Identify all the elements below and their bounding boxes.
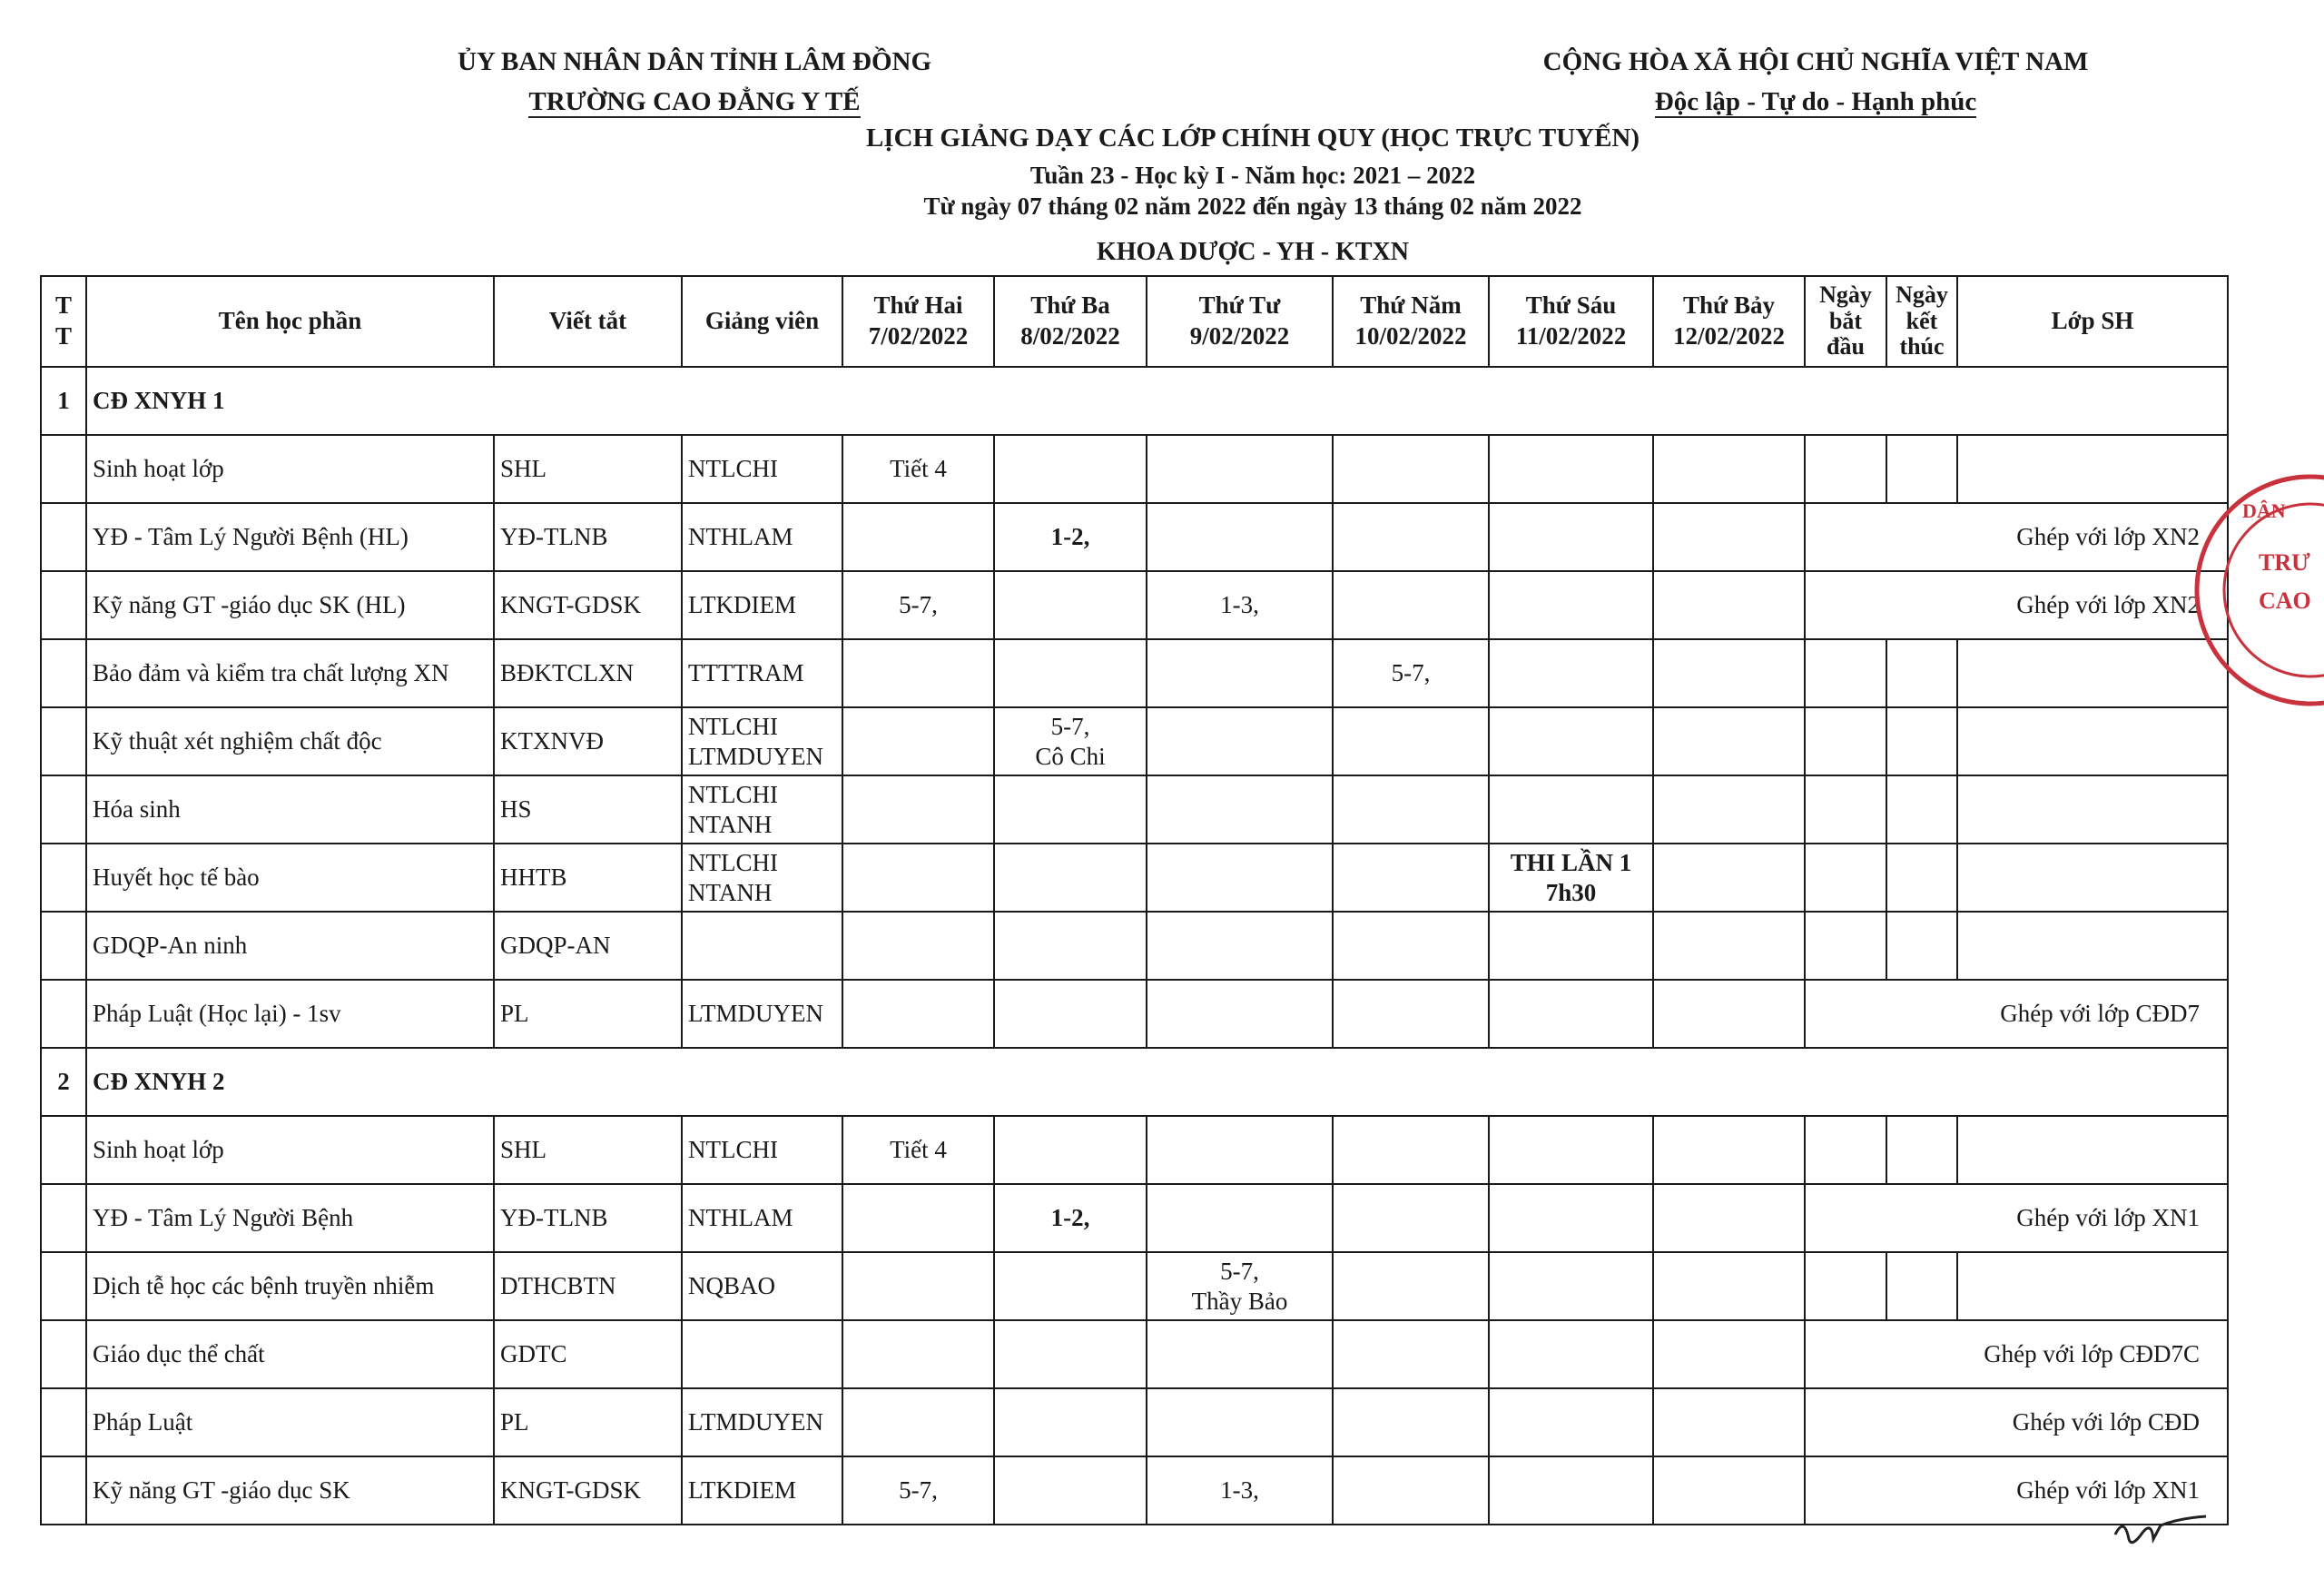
tuesday-cell — [994, 435, 1147, 503]
subject-cell: YĐ - Tâm Lý Người Bệnh (HL) — [86, 503, 494, 571]
row-number — [41, 639, 86, 707]
abbr-cell: KNGT-GDSK — [494, 1456, 682, 1525]
saturday-cell — [1653, 1252, 1805, 1320]
subject-cell: Huyết học tế bào — [86, 844, 494, 912]
tuesday-cell — [994, 1388, 1147, 1456]
start-date-cell — [1805, 775, 1886, 844]
wednesday-cell — [1147, 435, 1333, 503]
monday-cell — [842, 1388, 994, 1456]
class-cell — [1957, 1252, 2228, 1320]
class-cell — [1957, 844, 2228, 912]
row-number — [41, 503, 86, 571]
table-row — [41, 1320, 2228, 1388]
abbr-cell: PL — [494, 1388, 682, 1456]
abbr-cell: KTXNVĐ — [494, 707, 682, 775]
header-end-date: Ngày kết thúc — [1886, 276, 1957, 367]
group-number: 1 — [41, 367, 86, 435]
subject-cell: Kỹ năng GT -giáo dục SK (HL) — [86, 571, 494, 639]
friday-cell — [1489, 775, 1653, 844]
header-row — [41, 276, 2228, 367]
wednesday-cell: 1-3, — [1147, 571, 1333, 639]
row-number — [41, 844, 86, 912]
class-cell — [1957, 775, 2228, 844]
friday-cell — [1489, 435, 1653, 503]
saturday-cell — [1653, 571, 1805, 639]
monday-cell — [842, 912, 994, 980]
start-date-cell — [1805, 1116, 1886, 1184]
saturday-cell — [1653, 707, 1805, 775]
class-note-cell: Ghép với lớp CĐD7C — [1805, 1320, 2228, 1388]
table-row — [41, 980, 2228, 1048]
saturday-cell — [1653, 1320, 1805, 1388]
wednesday-cell: 5-7, Thầy Bảo — [1147, 1252, 1333, 1320]
abbr-cell: HHTB — [494, 844, 682, 912]
abbr-cell: YĐ-TLNB — [494, 503, 682, 571]
row-number — [41, 1320, 86, 1388]
schedule-body — [41, 367, 2228, 1525]
table-row — [41, 1252, 2228, 1320]
lecturer-cell: TTTTRAM — [682, 639, 842, 707]
wednesday-cell — [1147, 775, 1333, 844]
wednesday-cell — [1147, 1320, 1333, 1388]
subject-cell: Giáo dục thể chất — [86, 1320, 494, 1388]
group-name: CĐ XNYH 2 — [86, 1048, 2228, 1116]
lecturer-cell: LTKDIEM — [682, 1456, 842, 1525]
row-number — [41, 980, 86, 1048]
tuesday-cell — [994, 1116, 1147, 1184]
friday-cell — [1489, 707, 1653, 775]
lecturer-cell: LTKDIEM — [682, 571, 842, 639]
class-note-cell: Ghép với lớp CĐD7 — [1805, 980, 2228, 1048]
national-motto-text: Độc lập - Tự do - Hạnh phúc — [1654, 87, 1977, 116]
abbr-cell: YĐ-TLNB — [494, 1184, 682, 1252]
document-subtitle-week: Tuần 23 - Học kỳ I - Năm học: 2021 – 2022 — [1029, 162, 1476, 189]
abbr-cell: GDTC — [494, 1320, 682, 1388]
lecturer-cell: NTLCHI NTANH — [682, 844, 842, 912]
lecturer-cell: LTMDUYEN — [682, 980, 842, 1048]
tuesday-cell — [994, 639, 1147, 707]
tuesday-cell — [994, 912, 1147, 980]
saturday-cell — [1653, 1456, 1805, 1525]
header-class: Lớp SH — [1957, 276, 2228, 367]
start-date-cell — [1805, 844, 1886, 912]
table-row — [41, 571, 2228, 639]
class-note-cell: Ghép với lớp XN1 — [1805, 1184, 2228, 1252]
svg-text:CAO: CAO — [2259, 587, 2311, 614]
table-row — [41, 912, 2228, 980]
saturday-cell — [1653, 844, 1805, 912]
wednesday-cell — [1147, 912, 1333, 980]
subject-cell: Sinh hoạt lớp — [86, 1116, 494, 1184]
thursday-cell — [1333, 1388, 1489, 1456]
monday-cell: 5-7, — [842, 1456, 994, 1525]
header-tuesday: Thứ Ba 8/02/2022 — [994, 276, 1147, 367]
friday-cell — [1489, 503, 1653, 571]
saturday-cell — [1653, 639, 1805, 707]
start-date-cell — [1805, 639, 1886, 707]
row-number — [41, 1184, 86, 1252]
header-start-date: Ngày bắt đầu — [1805, 276, 1886, 367]
friday-cell — [1489, 1184, 1653, 1252]
saturday-cell — [1653, 1116, 1805, 1184]
saturday-cell — [1653, 1184, 1805, 1252]
wednesday-cell: 1-3, — [1147, 1456, 1333, 1525]
row-number — [41, 435, 86, 503]
table-row — [41, 503, 2228, 571]
saturday-cell — [1653, 435, 1805, 503]
lecturer-cell — [682, 912, 842, 980]
end-date-cell — [1886, 912, 1957, 980]
end-date-cell — [1886, 844, 1957, 912]
group-name: CĐ XNYH 1 — [86, 367, 2228, 435]
header-tt: T T — [41, 276, 86, 367]
subject-cell: Bảo đảm và kiểm tra chất lượng XN — [86, 639, 494, 707]
monday-cell — [842, 707, 994, 775]
wednesday-cell — [1147, 1184, 1333, 1252]
header-saturday: Thứ Bảy 12/02/2022 — [1653, 276, 1805, 367]
thursday-cell: 5-7, — [1333, 639, 1489, 707]
abbr-cell: PL — [494, 980, 682, 1048]
issuer-line1: ỦY BAN NHÂN DÂN TỈNH LÂM ĐỒNG — [457, 47, 931, 76]
start-date-cell — [1805, 435, 1886, 503]
tuesday-cell — [994, 775, 1147, 844]
table-row — [41, 435, 2228, 503]
group-number: 2 — [41, 1048, 86, 1116]
friday-cell — [1489, 639, 1653, 707]
header-friday: Thứ Sáu 11/02/2022 — [1489, 276, 1653, 367]
end-date-cell — [1886, 1252, 1957, 1320]
monday-cell: Tiết 4 — [842, 435, 994, 503]
abbr-cell: SHL — [494, 435, 682, 503]
monday-cell — [842, 775, 994, 844]
class-cell — [1957, 1116, 2228, 1184]
group-row — [41, 1048, 2228, 1116]
end-date-cell — [1886, 707, 1957, 775]
thursday-cell — [1333, 1252, 1489, 1320]
tuesday-cell — [994, 1252, 1147, 1320]
thursday-cell — [1333, 844, 1489, 912]
wednesday-cell — [1147, 639, 1333, 707]
start-date-cell — [1805, 1252, 1886, 1320]
friday-cell — [1489, 1252, 1653, 1320]
table-row — [41, 639, 2228, 707]
friday-cell: THI LẦN 1 7h30 — [1489, 844, 1653, 912]
official-stamp-icon — [2152, 463, 2324, 717]
row-number — [41, 1388, 86, 1456]
abbr-cell: DTHCBTN — [494, 1252, 682, 1320]
lecturer-cell: NTLCHI NTANH — [682, 775, 842, 844]
header-thursday: Thứ Năm 10/02/2022 — [1333, 276, 1489, 367]
subject-cell: Kỹ năng GT -giáo dục SK — [86, 1456, 494, 1525]
thursday-cell — [1333, 912, 1489, 980]
monday-cell — [842, 1320, 994, 1388]
tuesday-cell — [994, 844, 1147, 912]
friday-cell — [1489, 1116, 1653, 1184]
table-row — [41, 1456, 2228, 1525]
friday-cell — [1489, 912, 1653, 980]
abbr-cell: SHL — [494, 1116, 682, 1184]
abbr-cell: GDQP-AN — [494, 912, 682, 980]
table-row — [41, 1184, 2228, 1252]
wednesday-cell — [1147, 503, 1333, 571]
national-title: CỘNG HÒA XÃ HỘI CHỦ NGHĨA VIỆT NAM — [1542, 47, 2089, 76]
thursday-cell — [1333, 1184, 1489, 1252]
monday-cell: 5-7, — [842, 571, 994, 639]
class-cell — [1957, 707, 2228, 775]
saturday-cell — [1653, 503, 1805, 571]
end-date-cell — [1886, 639, 1957, 707]
wednesday-cell — [1147, 1116, 1333, 1184]
tuesday-cell — [994, 571, 1147, 639]
tuesday-cell — [994, 980, 1147, 1048]
monday-cell — [842, 639, 994, 707]
class-cell — [1957, 912, 2228, 980]
friday-cell — [1489, 1456, 1653, 1525]
header-wednesday: Thứ Tư 9/02/2022 — [1147, 276, 1333, 367]
issuer-school: TRƯỜNG CAO ĐẲNG Y TẾ — [528, 87, 861, 116]
wednesday-cell — [1147, 980, 1333, 1048]
table-row — [41, 775, 2228, 844]
signature-mark — [2106, 1498, 2215, 1562]
saturday-cell — [1653, 912, 1805, 980]
thursday-cell — [1333, 571, 1489, 639]
monday-cell — [842, 1184, 994, 1252]
thursday-cell — [1333, 1320, 1489, 1388]
lecturer-cell: NTHLAM — [682, 1184, 842, 1252]
friday-cell — [1489, 1320, 1653, 1388]
start-date-cell — [1805, 707, 1886, 775]
header-subject: Tên học phần — [86, 276, 494, 367]
group-row — [41, 367, 2228, 435]
thursday-cell — [1333, 775, 1489, 844]
table-row — [41, 1388, 2228, 1456]
subject-cell: Dịch tễ học các bệnh truyền nhiễm — [86, 1252, 494, 1320]
thursday-cell — [1333, 980, 1489, 1048]
subject-cell: Hóa sinh — [86, 775, 494, 844]
lecturer-cell: NQBAO — [682, 1252, 842, 1320]
saturday-cell — [1653, 980, 1805, 1048]
tuesday-cell — [994, 1456, 1147, 1525]
class-note-cell: Ghép với lớp XN2 — [1805, 503, 2228, 571]
tuesday-cell: 1-2, — [994, 1184, 1147, 1252]
subject-cell: GDQP-An ninh — [86, 912, 494, 980]
thursday-cell — [1333, 1456, 1489, 1525]
abbr-cell: KNGT-GDSK — [494, 571, 682, 639]
table-row — [41, 844, 2228, 912]
header-abbr: Viết tắt — [494, 276, 682, 367]
subject-cell: Pháp Luật (Học lại) - 1sv — [86, 980, 494, 1048]
row-number — [41, 571, 86, 639]
monday-cell — [842, 980, 994, 1048]
end-date-cell — [1886, 775, 1957, 844]
document-subtitle-dates: Từ ngày 07 tháng 02 năm 2022 đến ngày 13 tháng 02 năm 2022 — [923, 192, 1582, 220]
wednesday-cell — [1147, 707, 1333, 775]
thursday-cell — [1333, 503, 1489, 571]
saturday-cell — [1653, 1388, 1805, 1456]
row-number — [41, 775, 86, 844]
lecturer-cell: NTHLAM — [682, 503, 842, 571]
lecturer-cell: NTLCHI — [682, 435, 842, 503]
tuesday-cell: 5-7, Cô Chi — [994, 707, 1147, 775]
lecturer-cell: NTLCHI LTMDUYEN — [682, 707, 842, 775]
class-note-cell: Ghép với lớp XN1 — [1805, 1456, 2228, 1525]
thursday-cell — [1333, 707, 1489, 775]
row-number — [41, 912, 86, 980]
abbr-cell: HS — [494, 775, 682, 844]
end-date-cell — [1886, 1116, 1957, 1184]
subject-cell: Pháp Luật — [86, 1388, 494, 1456]
table-row — [41, 1116, 2228, 1184]
tuesday-cell: 1-2, — [994, 503, 1147, 571]
monday-cell — [842, 1252, 994, 1320]
subject-cell: Kỹ thuật xét nghiệm chất độc — [86, 707, 494, 775]
svg-text:DÂN: DÂN — [2242, 499, 2286, 522]
lecturer-cell — [682, 1320, 842, 1388]
friday-cell — [1489, 1388, 1653, 1456]
wednesday-cell — [1147, 844, 1333, 912]
friday-cell — [1489, 571, 1653, 639]
issuer-line2 — [363, 87, 1026, 117]
schedule-table — [40, 275, 2229, 1525]
start-date-cell — [1805, 912, 1886, 980]
class-note-cell: Ghép với lớp XN2 — [1805, 571, 2228, 639]
saturday-cell — [1653, 775, 1805, 844]
document-title: LỊCH GIẢNG DẠY CÁC LỚP CHÍNH QUY (HỌC TRỰC TUYẾN) — [865, 123, 1640, 153]
row-number — [41, 1116, 86, 1184]
thursday-cell — [1333, 1116, 1489, 1184]
monday-cell — [842, 844, 994, 912]
class-note-cell: Ghép với lớp CĐD — [1805, 1388, 2228, 1456]
monday-cell — [842, 503, 994, 571]
table-row — [41, 707, 2228, 775]
abbr-cell: BĐKTCLXN — [494, 639, 682, 707]
friday-cell — [1489, 980, 1653, 1048]
thursday-cell — [1333, 435, 1489, 503]
row-number — [41, 707, 86, 775]
national-motto — [1416, 87, 2215, 117]
header-lecturer: Giảng viên — [682, 276, 842, 367]
svg-text:TRƯ: TRƯ — [2259, 549, 2310, 576]
subject-cell: Sinh hoạt lớp — [86, 435, 494, 503]
tuesday-cell — [994, 1320, 1147, 1388]
subject-cell: YĐ - Tâm Lý Người Bệnh — [86, 1184, 494, 1252]
row-number — [41, 1252, 86, 1320]
wednesday-cell — [1147, 1388, 1333, 1456]
monday-cell: Tiết 4 — [842, 1116, 994, 1184]
lecturer-cell: NTLCHI — [682, 1116, 842, 1184]
header-monday: Thứ Hai 7/02/2022 — [842, 276, 994, 367]
department-title: KHOA DƯỢC - YH - KTXN — [1096, 238, 1410, 266]
end-date-cell — [1886, 435, 1957, 503]
row-number — [41, 1456, 86, 1525]
lecturer-cell: LTMDUYEN — [682, 1388, 842, 1456]
